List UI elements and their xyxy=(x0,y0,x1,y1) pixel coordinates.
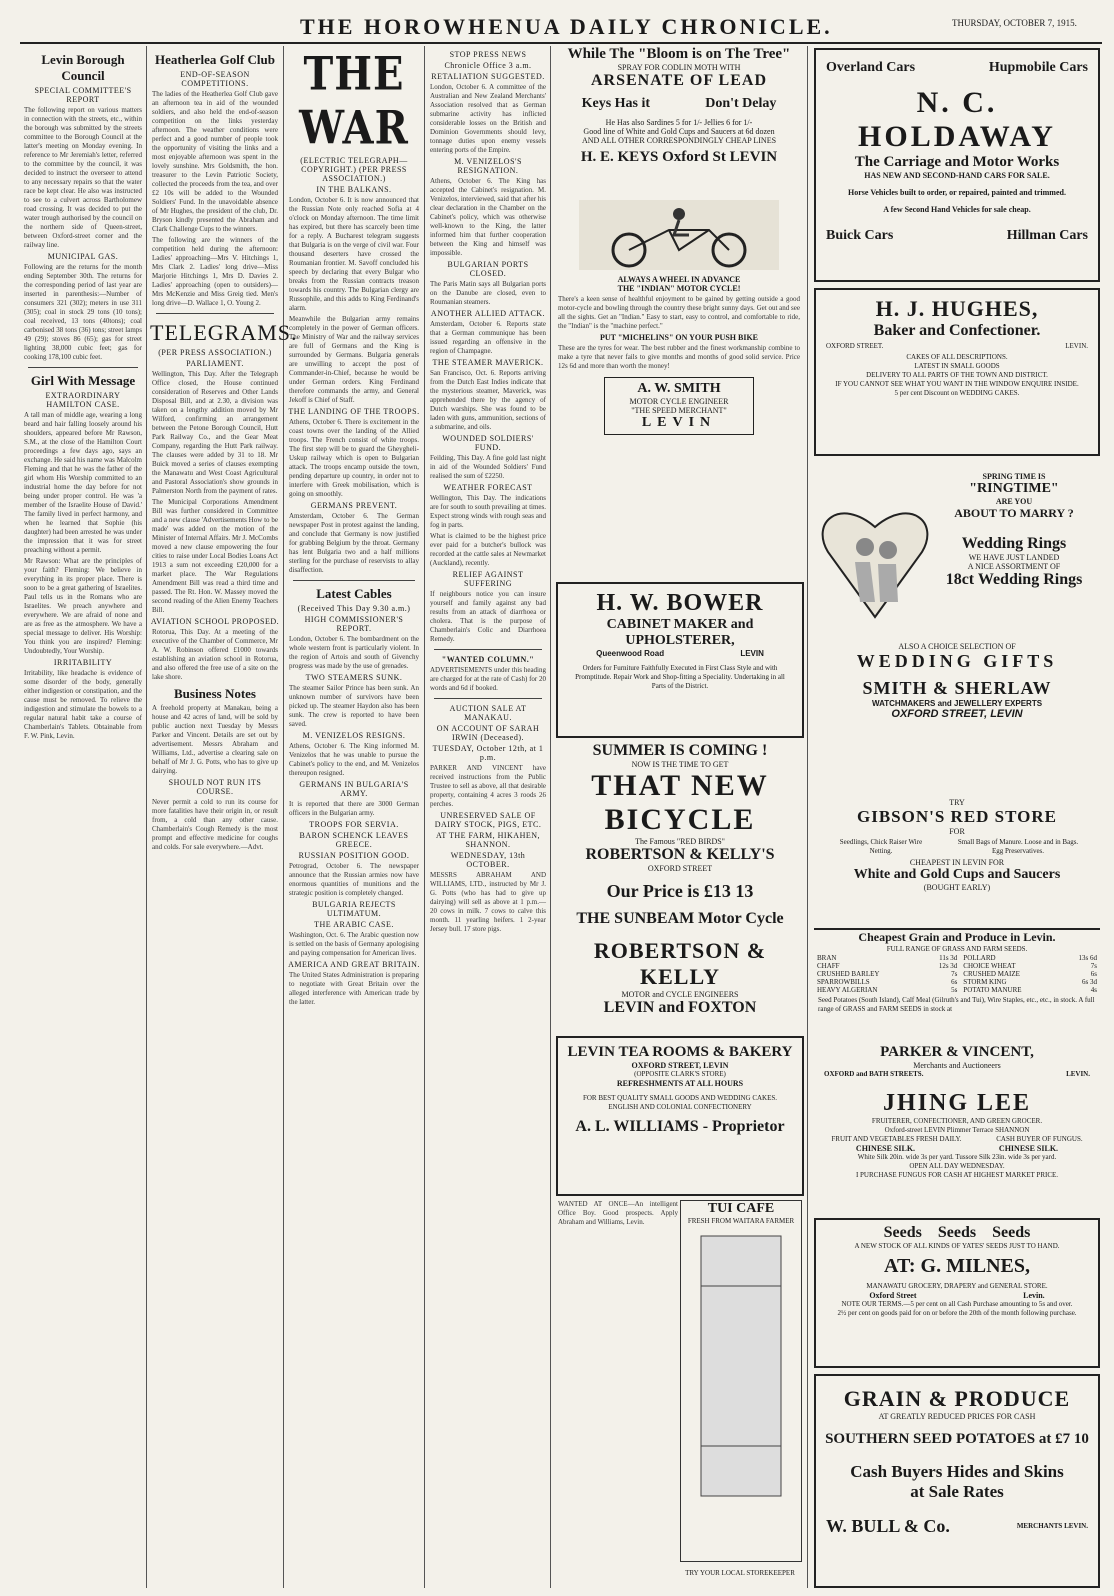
indian-motor-cycle-ad xyxy=(554,200,804,580)
article-subheading: THE ARABIC CASE. xyxy=(314,920,394,929)
article-subheading: TWO STEAMERS SUNK. xyxy=(305,673,403,682)
article-body: Athens, October 6. The King informed M. Venizelos that he was unable to pursue the Cabinet's policy to the end, and M. Venizelos thereupon resigned. xyxy=(289,742,419,777)
column-divider xyxy=(424,46,425,1588)
article-subheading: BULGARIAN PORTS CLOSED. xyxy=(447,260,529,278)
separator xyxy=(156,313,274,314)
ad-headline: While The "Bloom is on The Tree" xyxy=(567,46,791,62)
parker-vincent-ad xyxy=(814,1044,1100,1088)
ad-text: LEVIN. xyxy=(1066,1070,1090,1078)
price-cell: 11s 3d xyxy=(939,954,958,962)
ad-text: TRY xyxy=(949,798,965,807)
price-cell: CHOICE WHEAT xyxy=(963,962,1016,970)
article-heading: Heatherlea Golf Club xyxy=(155,52,275,67)
ad-row xyxy=(558,649,802,658)
article-body: The Paris Matin says all Bulgarian ports on the Danube are closed, even to Roumanian steamers. xyxy=(430,280,546,306)
ad-headline: Cheapest Grain and Produce in Levin. xyxy=(858,930,1056,944)
ad-headline: ARSENATE OF LEAD xyxy=(590,72,768,89)
article-subheading: UNRESERVED SALE OF DAIRY STOCK, PIGS, ETC. xyxy=(434,811,542,829)
ad-headline: A. L. WILLIAMS - Proprietor xyxy=(575,1118,785,1135)
ad-text: AND ALL OTHER CORRESPONDINGLY CHEAP LINES xyxy=(581,136,777,145)
ad-row xyxy=(826,1516,1088,1537)
separator xyxy=(434,649,542,650)
wedding-rings-ad xyxy=(814,462,1100,792)
ad-text: MOTOR and CYCLE ENGINEERS xyxy=(621,990,739,999)
ad-row xyxy=(826,60,1088,76)
gibson-red-store-ad xyxy=(814,798,1100,926)
ad-headline: A. W. SMITH xyxy=(637,381,721,396)
ad-text: LEVIN. xyxy=(1065,342,1088,350)
article-subheading: TUESDAY, October 12th, at 1 p.m. xyxy=(432,744,544,762)
ad-headline: 18ct Wedding Rings xyxy=(945,571,1083,588)
column-divider xyxy=(146,46,147,1588)
ad-text: AT GREATLY REDUCED PRICES FOR CASH xyxy=(878,1412,1036,1421)
ad-text: OXFORD and BATH STREETS. xyxy=(824,1070,924,1078)
ad-headline: ABOUT TO MARRY ? xyxy=(954,506,1074,520)
article-subheading: SPECIAL COMMITTEE'S REPORT xyxy=(34,86,132,104)
column-divider xyxy=(283,46,284,1588)
bicycle-ad xyxy=(556,742,804,1032)
article-body: The ladies of the Heatherlea Golf Club gave an afternoon tea in aid of the wounded soldiers, and also held the end-of-season competition on the links yesterday afternoon. The weather conditions were perfect and a good number of people took the opportunity of visiting the links and a most enjoyable afternoon was spent in the lovely sunshine. Mrs Goldsmith, the hon. treasurer to the Levin Patriotic Society, collected the proceeds from the tea, and over £2 10s will be added to the Wounded Soldiers' Fund. In the unavoidable absence of Mr Hughes, the president of the club, Dr. Bryson kindly presented the Abraham and Clark Challenge Cups to the winners. The following are the winners of the competition held during the afternoon: Ladies' approaching—Mrs V. Hitchings 1, Mrs Clark 2. Ladies' long drive—Miss Marjorie Hitchings 1, Mrs D. Davies 2. Ladies' approaching (open to outsiders)—Mrs McKenzie and Miss Greig tied. Men's long drive—D. Wallace 1, O. Young 2. xyxy=(152,90,278,307)
article-subheading: THE LANDING OF THE TROOPS. xyxy=(288,407,420,416)
price-cell: 12s 3d xyxy=(938,962,958,970)
article-body: Irritability, like headache is evidence of some disorder of the body, generally either indigestion or constipation, and the cause must be removed. To relieve the indigestion and stimulate the bowels to a regular natural habit take a course of Chamberlain's Tablets. Obtainable from F. W. Pink, Levin. xyxy=(24,669,142,740)
ad-text: FRESH FROM WAITARA FARMER xyxy=(687,1217,795,1225)
article-subheading: ANOTHER ALLIED ATTACK. xyxy=(430,309,546,318)
ad-headline: GRAIN & PRODUCE xyxy=(843,1386,1071,1411)
ad-text: FULL RANGE OF GRASS AND FARM SEEDS. xyxy=(886,945,1028,953)
ad-headline: W. BULL & Co. xyxy=(826,1516,950,1536)
ad-headline: WEDDING GIFTS xyxy=(856,651,1058,671)
the-war-heading: THE WAR xyxy=(299,46,409,156)
article-subheading: RETALIATION SUGGESTED. xyxy=(431,72,545,81)
article-subheading: IN THE BALKANS. xyxy=(316,185,392,194)
ad-headline: SUMMER IS COMING ! xyxy=(592,742,768,759)
ad-row xyxy=(826,228,1088,244)
ad-text: 5 per cent Discount on WEDDING CAKES. xyxy=(894,389,1020,397)
article-body: Following are the returns for the month ending September 30th. The returns for the corresponding period of last year are inserted in parenthesis:—Number of consumers 321 (302); meters in use 311 (305); coal in stock 29 tons (10 tons); coal received, 13 tons (40tons); coal carbonised 38 tons (36) tons; street lamps 49 (29); stoves 86 (65); gas for street lighting 38,000 cubic feet; gas for cooking 178,100 cubic feet. xyxy=(24,263,142,361)
article-body: London, October 6. The bombardment on the whole western front is particularly violent. In the region of Artois and south of Givenchy progress was made by the use of grenades. xyxy=(289,635,419,670)
ad-text: Horse Vehicles built to order, or repaired, painted and trimmed. xyxy=(848,188,1066,197)
ad-text: Levin. xyxy=(1023,1291,1045,1300)
price-cell: POLLARD xyxy=(963,954,996,962)
article-body: A tall man of middle age, wearing a long beard and hair falling loosely around his shoulders, appeared before Mr Rawson, S.M., at the close of the Hamilton Court proceedings a few days ago, says an exchange. He said his name was Malcolm Fleming and that he was the father of the girl whom His Worship committed to an industrial home the day before for not being under proper control. He was 'a member of the Israelite House of David.' The family lived in perfect harmony, and when he learned that Sophie (his daughter) had been arrested he was under the impression that it was for street preaching without a permit. Mr Rawson: What are the principles of your faith? Fleming: We believe in everything in its proper place. There is soon to be a great gathering of Israelites. Paul tells us in the Romans who are Israelites. We preach anywhere and everywhere. We are afraid of none and are as free as the atmosphere. We have a special message to deliver. His Worship: You think you are inspired? Fleming: Undoubtedly, Your Worship. xyxy=(24,411,142,655)
ad-text: "THE SPEED MERCHANT" xyxy=(631,406,727,415)
ad-headline: PUT "MICHELINS" ON YOUR PUSH BIKE xyxy=(599,333,758,342)
ad-text: Oxford-street LEVIN Plimmer Terrace SHANNON xyxy=(884,1126,1030,1134)
article-body: MESSRS ABRAHAM AND WILLIAMS, LTD., instructed by Mr J. G. Potts (who has had to give up dairying) will sell as above at 1 p.m.— 20 cows in milk. 7 cows to calve this month. 11 yearling heifers. 1 2-year Jersey bull. 17 store pigs. xyxy=(430,871,546,933)
ad-headline: THE SUNBEAM Motor Cycle xyxy=(576,910,784,927)
ad-row xyxy=(816,1291,1098,1300)
article-subheading: RUSSIAN POSITION GOOD. xyxy=(298,851,410,860)
column-4 xyxy=(428,48,548,1588)
ad-text: NOW IS THE TIME TO GET xyxy=(631,760,729,769)
ad-headline: Baker and Confectioner. xyxy=(873,322,1041,339)
heart-illustration xyxy=(820,492,930,622)
ad-text: (BOUGHT EARLY) xyxy=(923,883,991,892)
article-subheading: (PER PRESS ASSOCIATION.) xyxy=(158,348,272,357)
ad-headline: JHING LEE xyxy=(882,1090,1032,1116)
column-1 xyxy=(22,48,144,1588)
price-cell: 13s 6d xyxy=(1078,954,1097,962)
article-subheading: END-OF-SEASON COMPETITIONS. xyxy=(180,70,250,88)
ad-text: IF YOU CANNOT SEE WHAT YOU WANT IN THE WINDOW ENQUIRE INSIDE. xyxy=(835,380,1079,388)
article-body: Wellington, This Day. The indications are for south to south prevailing at times. Expect strong winds with rough seas and fog in parts. What is claimed to be the highest price ever paid for a butcher's bullock was recorded at the cattle sales at Newmarket (Auckland), recently. xyxy=(430,494,546,567)
ad-headline: SOUTHERN SEED POTATOES at £7 10 xyxy=(825,1431,1089,1447)
article-heading: Latest Cables xyxy=(316,586,392,601)
price-row xyxy=(814,986,1100,994)
milnes-seeds-ad xyxy=(814,1218,1100,1368)
issue-date: THURSDAY, OCTOBER 7, 1915. xyxy=(952,18,1077,28)
ad-text: MANAWATU GROCERY, DRAPERY and GENERAL STORE. xyxy=(866,1282,1048,1290)
article-body: Athens, October 6. There is excitement in the coast towns over the landing of the Allied troops. The French consist of white troops. The first step will be to guard the Gheygheli-Uskup railway which is open to Bulgarian attack. The troops encamp outside the town, pending departure up country, in order not to interfere with Greek mobilisation, which is going on smoothly. xyxy=(289,418,419,498)
price-cell: 6s xyxy=(951,978,958,986)
ad-text: CABINET MAKER and UPHOLSTERER, xyxy=(606,617,754,648)
ad-text: WATCHMAKERS and JEWELLERY EXPERTS xyxy=(871,699,1043,708)
ad-headline: H. J. HUGHES, xyxy=(875,296,1039,321)
ad-text: ALSO A CHOICE SELECTION OF xyxy=(898,642,1016,651)
article-subheading: BARON SCHENCK LEAVES GREECE. xyxy=(299,831,409,849)
article-body: The steamer Sailor Prince has been sunk. An unknown number of survivors have been picked up. The steamer Haydon also has been sunk. The crew is reported to have been saved. xyxy=(289,684,419,728)
article-heading: Levin Borough Council xyxy=(41,52,125,83)
article-subheading: WEDNESDAY, 13th OCTOBER. xyxy=(450,851,526,869)
column-3 xyxy=(287,48,421,1588)
ad-headline: LEVIN and FOXTON xyxy=(603,999,757,1016)
ad-text: Queenwood Road xyxy=(596,649,665,658)
price-cell: CHAFF xyxy=(817,962,840,970)
article-body: The United States Administration is preparing to negotiate with Great Britain over the alleged interference with American trade by the latter. xyxy=(289,971,419,1006)
ad-text: SPRAY FOR CODLIN MOTH WITH xyxy=(617,63,741,72)
article-body: Feilding, This Day. A fine gold last night in aid of the Wounded Soldiers' Fund realised the sum of £2250. xyxy=(430,454,546,480)
price-row xyxy=(814,962,1100,970)
ad-headline: ALWAYS A WHEEL IN ADVANCE xyxy=(617,275,741,284)
ad-headline: H. W. BOWER xyxy=(596,590,764,616)
ad-text: OXFORD STREET xyxy=(647,864,713,873)
article-body: San Francisco, Oct. 6. Reports arriving from the Dutch East Indies indicate that the mysterious steamer, Maverick, was apprehended there by the agency of Dutch warships. She was found to be laden with guns, ammunition, sections of a submarine, and oils. xyxy=(430,369,546,431)
article-body: The following report on various matters in connection with the streets, etc., within the borough was submitted by the streets committee to the Borough Council at the latter's meeting on Monday evening. In reference to Mr Jeremiah's letter, referred to the committee by the council, it was decided to instruct the overseer to attend to any necessary repairs so that the water race be kept clear. He also was instructed to see to a culvert across Bartholomew road crossing. It was decided to put the water trough authorised by the council on the northern side of Queen-street, between Oxford-street corner and the railway line. xyxy=(24,106,142,249)
ad-headline: TUI CAFE xyxy=(707,1201,775,1216)
price-cell: SPARROWBILLS xyxy=(817,978,870,986)
bull-grain-produce-ad xyxy=(814,1374,1100,1588)
ad-headline: LEVIN xyxy=(641,415,717,430)
article-subheading: STOP PRESS NEWS xyxy=(449,50,527,59)
ad-text: 2½ per cent on goods paid for on or before the 20th of the month following purchase. xyxy=(837,1309,1077,1317)
ad-text: CAKES OF ALL DESCRIPTIONS. xyxy=(906,353,1008,361)
ad-text: WE HAVE JUST LANDED xyxy=(968,553,1060,562)
ad-text: SPRING TIME IS xyxy=(982,472,1046,481)
ad-headline: N. C. HOLDAWAY xyxy=(858,86,1056,153)
article-subheading: TROOPS FOR SERVIA. xyxy=(309,820,399,829)
ad-text: MOTOR CYCLE ENGINEER xyxy=(629,397,729,406)
ad-text: LEVIN xyxy=(740,649,764,658)
price-cell: 6s xyxy=(1090,970,1097,978)
separator xyxy=(28,367,138,368)
article-subheading: AMERICA AND GREAT BRITAIN. xyxy=(288,960,420,969)
article-subheading: WOUNDED SOLDIERS' FUND. xyxy=(442,434,534,452)
article-subheading: HIGH COMMISSIONER'S REPORT. xyxy=(304,615,404,633)
ad-text: (OPPOSITE CLARK'S STORE) xyxy=(634,1070,726,1078)
ad-body: Orders for Furniture Faithfully Executed in First Class Style and with Promptitude. Repair Work and Shop-fitting a Speciality. Undertaking in all Parts of the District. xyxy=(575,664,785,690)
ad-text: Seedlings, Chick Raiser Wire Netting. xyxy=(839,838,923,855)
ad-text: A few Second Hand Vehicles for sale cheap. xyxy=(883,205,1031,214)
ad-text: CHINESE SILK. xyxy=(998,1144,1059,1153)
ad-text: OPEN ALL DAY WEDNESDAY. xyxy=(909,1162,1005,1170)
arsenate-of-lead-ad xyxy=(554,46,804,196)
ad-text: LATEST IN SMALL GOODS xyxy=(914,362,1000,370)
article-body: ADVERTISEMENTS under this heading are charged for at the rate of Cash) for 20 words and 6d if booked. xyxy=(430,666,546,692)
article-subheading: MUNICIPAL GAS. xyxy=(47,252,119,261)
ad-body: FOR BEST QUALITY SMALL GOODS AND WEDDING CAKES. ENGLISH AND COLONIAL CONFECTIONERY xyxy=(582,1094,778,1111)
ad-text: REFRESHMENTS AT ALL HOURS xyxy=(616,1079,744,1088)
article-body: Never permit a cold to run its course for more fatalities have their origin in, or result from, a cold than any other cause. Chamberlain's Cough Remedy is the most prompt and effective medicine for coughs and colds. For sale everywhere.—Advt. xyxy=(152,798,278,851)
ad-headline: THAT NEW BICYCLE xyxy=(591,769,769,836)
ad-text: White Silk 20in. wide 3s per yard. Tussore Silk 23in. wide 3s per yard. xyxy=(857,1153,1057,1161)
article-subheading: (ELECTRIC TELEGRAPH—COPYRIGHT.) (PER PRESS ASSOCIATION.) xyxy=(300,156,408,183)
article-body: Rotorua, This Day. At a meeting of the executive of the Chamber of Commerce, Mr A. W. Robinson offered £1000 towards establishing an aviation school in Rotorua, and also offered the free use of a site on the lake shore. xyxy=(152,628,278,681)
ad-text: FOR xyxy=(949,827,965,836)
ad-price: Our Price is £13 13 xyxy=(606,881,754,901)
ad-text: Overland Cars xyxy=(826,60,916,75)
ad-text: The Famous "RED BIRDS" xyxy=(635,837,725,846)
ad-text: I PURCHASE FUNGUS FOR CASH AT HIGHEST MARKET PRICE. xyxy=(855,1171,1059,1179)
tea-rooms-ad xyxy=(556,1036,804,1196)
article-subheading: WEATHER FORECAST xyxy=(443,483,533,492)
article-subheading: IRRITABILITY xyxy=(53,658,113,667)
article-subheading: THE STEAMER MAVERICK. xyxy=(432,358,544,367)
column-2 xyxy=(150,48,298,1588)
ad-text: FRUITERER, CONFECTIONER, AND GREEN GROCER. xyxy=(871,1117,1043,1125)
ad-row xyxy=(554,96,804,112)
ad-headline: ROBERTSON & KELLY'S xyxy=(585,846,775,863)
ad-row xyxy=(820,838,1094,856)
price-cell: CRUSHED BARLEY xyxy=(817,970,880,978)
ad-headline: AT: G. MILNES, xyxy=(884,1255,1030,1277)
article-body: London, October 6. A committee of the Australian and New Zealand Merchants' Association resolved that as German submarine activity has inflicted considerable losses on the British and Dominion Governments should levy, tonnage duties upon enemy vessels entering ports of the Empire. xyxy=(430,83,546,154)
ad-headline: The Carriage and Motor Works xyxy=(854,154,1060,170)
ad-text: CASH BUYER OF FUNGUS. xyxy=(996,1135,1083,1143)
jhing-lee-ad xyxy=(814,1090,1100,1210)
article-subheading: ON ACCOUNT OF SARAH IRWIN (Deceased). xyxy=(436,724,540,742)
article-body: Washington, Oct. 6. The Arabic question now is settled on the basis of Germany apologising and paying compensation for American lives. xyxy=(289,931,419,957)
separator xyxy=(293,580,415,581)
article-body: London, October 6. It is now announced that the Russian Note only reached Sofia at 4 o'clock on Monday afternoon. The time limit has expired, but there has scarcely been time for a reply. A Bucharest telegram suggests that Bulgaria is on the verge of civil war. Four thousand deserters have crossed the Roumanian frontier. M. Savoff concluded his speech by declaring that every Bulgar who breaks from the Russian contracts treason towards his country. The Bulgarian clergy are Russophile, and this adds to King Ferdinand's alarm. Meanwhile the Bulgarian army remains completely in the power of German officers. The Ministry of War and the railway services are full of Germans and the King is surrounded by Germans. Bulgaria generals are unwilling to accept the post of Commander-in-Chief, because he would be under German orders. King Ferdinand therefore commands the army, and General Jekoff is Chief of Staff. xyxy=(289,196,419,404)
ad-headline: White and Gold Cups and Saucers xyxy=(853,867,1061,882)
article-heading: Business Notes xyxy=(174,686,256,701)
ad-headline: THE "INDIAN" MOTOR CYCLE! xyxy=(617,284,741,293)
ad-text: Hupmobile Cars xyxy=(988,60,1088,75)
ad-row xyxy=(824,1070,1090,1079)
ad-text: TRY YOUR LOCAL STOREKEEPER xyxy=(685,1569,795,1577)
telegrams-heading: TELEGRAMS. xyxy=(150,320,298,345)
ad-text: ARE YOU xyxy=(995,497,1033,506)
article-subheading: GERMANS PREVENT. xyxy=(310,501,398,510)
ad-text: OXFORD STREET, LEVIN xyxy=(891,708,1023,720)
ad-headline: at Sale Rates xyxy=(910,1482,1004,1501)
article-subheading: "WANTED COLUMN." xyxy=(441,655,535,664)
ad-text: OXFORD STREET. xyxy=(826,342,884,350)
ad-headline: GIBSON'S RED STORE xyxy=(856,807,1058,826)
rings-footer xyxy=(814,642,1100,720)
price-row xyxy=(814,954,1100,962)
ad-text: MERCHANTS LEVIN. xyxy=(1016,1522,1088,1530)
ad-body: These are the tyres for wear. The best rubber and the finest workmanship combine to make a tyre that never fails to give months and months of good solid service. Price 12s 6d and more than worth the money! xyxy=(558,344,800,370)
ad-text: Buick Cars xyxy=(826,228,894,243)
masthead-rule xyxy=(20,42,1102,44)
price-cell: 7s xyxy=(1090,962,1097,970)
ad-headline: SMITH & SHERLAW xyxy=(862,678,1052,698)
price-cell: 5s xyxy=(951,986,958,994)
ad-text: NOTE OUR TERMS.—5 per cent on all Cash Purchase amounting to 5s and over. xyxy=(841,1300,1073,1308)
ad-row xyxy=(826,342,1088,351)
ad-text: CHEAPEST IN LEVIN FOR xyxy=(909,858,1005,867)
article-subheading: SHOULD NOT RUN ITS COURSE. xyxy=(168,778,262,796)
ad-body: Seed Potatoes (South Island), Calf Meal (Gilruth's and Tui), Wire Staples, etc., etc., in stock. A full range of GRASS and FARM SEEDS in stock at xyxy=(818,996,1095,1013)
article-subheading: GERMANS IN BULGARIA'S ARMY. xyxy=(299,780,409,798)
ad-text: Don't Delay xyxy=(705,96,777,111)
ad-headline: Wedding Rings xyxy=(961,535,1067,552)
price-row xyxy=(814,970,1100,978)
ad-text: He Has also Sardines 5 for 1/- Jellies 6 for 1/- xyxy=(605,118,753,127)
ad-text: Keys Has it xyxy=(581,96,651,111)
ad-headline: H. E. KEYS Oxford St LEVIN xyxy=(580,149,778,165)
ad-headline: LEVIN TEA ROOMS & BAKERY xyxy=(567,1044,793,1060)
article-body: Petrograd, October 6. The newspaper announce that the Russian armies now have enormous quantities of munitions and the strategic position is completely changed. xyxy=(289,862,419,897)
article-subheading: BULGARIA REJECTS ULTIMATUM. xyxy=(312,900,396,918)
can-illustration xyxy=(691,1226,791,1506)
price-cell: STORM KING xyxy=(963,978,1007,986)
ad-headline: Cash Buyers Hides and Skins xyxy=(850,1462,1064,1481)
article-body: Amsterdam, October 6. The German newspaper Post in protest against the landing, and conclude that Germany is now justified for grabbing Belgium by the throat. Germany has lent Bulgaria two and a half millions sterling for the purchase of reservists to allay disaffection. xyxy=(289,512,419,574)
ad-text: Good line of White and Gold Cups and Saucers at 6d dozen xyxy=(583,127,775,136)
article-subheading: EXTRAORDINARY HAMILTON CASE. xyxy=(45,391,121,409)
motorcycle-illustration xyxy=(579,200,779,270)
article-subheading: RELIEF AGAINST SUFFERING xyxy=(452,570,524,588)
price-cell: POTATO MANURE xyxy=(963,986,1022,994)
price-table xyxy=(814,954,1100,994)
ad-row xyxy=(814,1135,1100,1144)
article-body: PARKER AND VINCENT have received instructions from the Public Trustee to sell as above, all that desirable property, containing 4 acres 3 roods 26 perches. xyxy=(430,764,546,808)
wanted-and-tui-cafe xyxy=(556,1200,804,1588)
article-subheading: (Received This Day 9.30 a.m.) xyxy=(297,604,411,613)
ad-text: Oxford Street xyxy=(869,1291,917,1300)
bower-ad xyxy=(556,582,804,738)
article-subheading: M. VENIZELOS'S RESIGNATION. xyxy=(454,157,522,175)
article-subheading: AUCTION SALE AT MANAKAU. xyxy=(449,704,527,722)
ad-text: Merchants and Auctioneers xyxy=(913,1061,1001,1070)
wanted-notice: WANTED AT ONCE—An intelligent Office Boy. Good prospects. Apply Abraham and Williams, Levin. xyxy=(558,1200,678,1226)
ad-row xyxy=(814,1144,1100,1153)
ad-text: DELIVERY TO ALL PARTS OF THE TOWN AND DISTRICT. xyxy=(866,371,1048,379)
article-body: If neighbours notice you can insure yourself and family against any bad results from an attack of diarrhoea or cholera. That is the purpose of Chamberlain's Colic and Diarrhoea Remedy. xyxy=(430,590,546,643)
ad-text: FRUIT AND VEGETABLES FRESH DAILY. xyxy=(831,1135,962,1143)
column-divider xyxy=(550,46,551,1588)
holdaway-ad xyxy=(814,48,1100,282)
masthead xyxy=(0,0,1114,44)
ad-text: A NICE ASSORTMENT OF xyxy=(967,562,1061,571)
ad-text: CHINESE SILK. xyxy=(855,1144,916,1153)
article-heading: Girl With Message xyxy=(30,373,136,388)
article-body: It is reported that there are 3000 German officers in the Bulgarian army. xyxy=(289,800,419,817)
ad-text: HAS NEW AND SECOND-HAND CARS FOR SALE. xyxy=(864,171,1050,180)
article-subheading: Chronicle Office 3 a.m. xyxy=(444,61,532,70)
ad-headline: PARKER & VINCENT, xyxy=(880,1044,1034,1060)
article-body: Wellington, This Day. After the Telegraph Office closed, the House continued consideration of Reserves and Other Lands Disposal Bill, and at 2.30, a division was taken on a lengthy addition moved by Mr Wilford, confirming an arrangement between the Petone Borough Council, Hutt Park Railway Co., and the Gear Meat Company, regarding the Hutt Park railway. The clauses were added by 31 to 18. Mr Buick moved a series of clauses exempting the Manawatu and West Coast Agricultural and Pastoral Association's show grounds in Palmerston North from the payment of rates. The Municipal Corporations Amendment Bill was further considered in Committee and a new clause 'Advertisements How to be made' was added on the motion of the Minister of Internal Affairs. Mr J. McCombs moved a new clause empowering the four cities to raise under Local Bodies Loans Act 1913 a sum not exceeding £20,000 for a market place. The War Regulations Amendment Bill was read a third time and passed. The Rt. Hon. W. Massey moved the second reading of the Alien Enemy Teachers Bill. xyxy=(152,370,278,614)
ad-headline: ROBERTSON & KELLY xyxy=(593,938,767,989)
hughes-ad xyxy=(814,288,1100,456)
rings-text xyxy=(934,472,1094,589)
article-body: A freehold property at Manakau, being a house and 42 acres of land, will be sold by public auction next Tuesday by Messrs Parker and Vincent. Details are set out by advertisement. Messrs Abraham and Williams, Ltd., advertise a clearing sale on behalf of Mr J. G. Potts, who has to give up dairying. xyxy=(152,704,278,775)
article-subheading: AVIATION SCHOOL PROPOSED. xyxy=(150,617,280,626)
article-subheading: AT THE FARM, HIKAHEN, SHANNON. xyxy=(435,831,541,849)
price-cell: 6s 3d xyxy=(1082,978,1097,986)
ad-text: Hillman Cars xyxy=(1006,228,1088,243)
price-row xyxy=(814,978,1100,986)
smith-box xyxy=(604,377,754,435)
ad-text: Small Bags of Manure. Loose and in Bags. Egg Preservatives. xyxy=(957,838,1079,855)
ad-text: OXFORD STREET, LEVIN xyxy=(631,1061,729,1070)
ad-headline: Seeds Seeds Seeds xyxy=(883,1224,1031,1241)
grain-produce-price-list xyxy=(814,928,1100,1042)
ad-text: A NEW STOCK OF ALL KINDS OF YATES' SEEDS JUST TO HAND. xyxy=(854,1242,1060,1250)
price-cell: BRAN xyxy=(817,954,837,962)
column-divider xyxy=(807,46,808,1588)
ad-headline: "RINGTIME" xyxy=(969,481,1059,496)
newspaper-title: THE HOROWHENUA DAILY CHRONICLE. xyxy=(300,14,833,39)
price-cell: 4s xyxy=(1090,986,1097,994)
article-subheading: PARLIAMENT. xyxy=(186,359,244,368)
price-cell: CRUSHED MAIZE xyxy=(963,970,1020,978)
separator xyxy=(434,698,542,699)
article-body: Athens, October 6. The King has accepted the Cabinet's resignation. M. Venizelos, interviewed, said that after his clear declaration in the Chamber on the Cabinet's policy, which was otherwise well-known to the King, the latter informed him that further cooperation between the King and himself was impossible. xyxy=(430,177,546,257)
ad-body: There's a keen sense of healthful enjoyment to be gained by getting outside a good motor-cycle and bowling through the country these bright sunny days. Get out and see all the sights. Get an "Indian." Easy to start, easy to control, and comfortable to ride, the "Indian" is the "machine perfect." xyxy=(558,295,800,330)
price-cell: 7s xyxy=(951,970,958,978)
article-subheading: M. VENIZELOS RESIGNS. xyxy=(302,731,406,740)
article-body: Amsterdam, October 6. Reports state that a German communique has been issued regarding an offensive in the region of Champagne. xyxy=(430,320,546,355)
price-cell: HEAVY ALGERIAN xyxy=(817,986,878,994)
tui-cafe-ad xyxy=(680,1200,802,1562)
